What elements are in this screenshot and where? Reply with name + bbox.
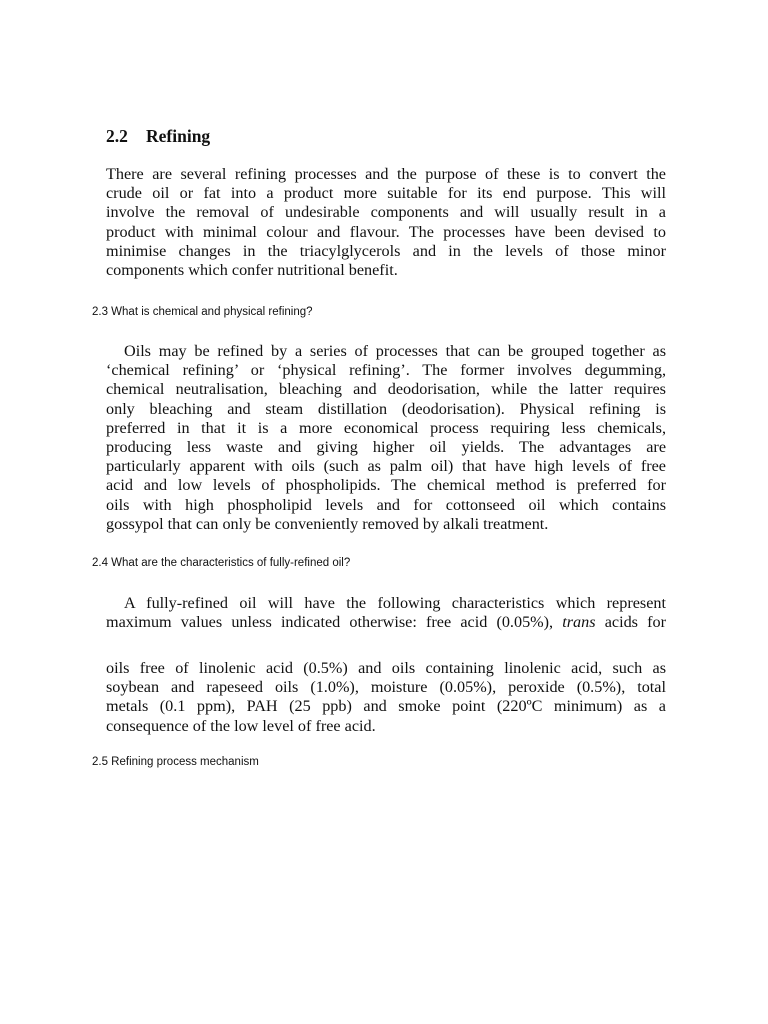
text-line: metals (0.1 ppm), PAH (25 ppb) and smoke point (220ºC minimum) as a [106, 697, 666, 716]
text-line: ‘chemical refining’ or ‘physical refining’. The former involves degumming, [106, 361, 666, 380]
text-line: oils with high phospholipid levels and for cottonseed oil which contains [106, 495, 666, 514]
text-line: crude oil or fat into a product more suitable for its end purpose. This will [106, 184, 666, 203]
text-line: Oils may be refined by a series of processes that can be grouped together as [124, 342, 666, 360]
section-number: 2.2 [106, 126, 128, 146]
paragraph-chemical-physical [106, 342, 666, 534]
text-fragment: maximum values unless indicated otherwise: free acid (0.05%), [106, 613, 563, 632]
text-line: acid and low levels of phospholipids. The chemical method is preferred for [106, 476, 666, 495]
text-line: gossypol that can only be conveniently removed by alkali treatment. [106, 514, 549, 533]
section-title: Refining [146, 126, 211, 146]
text-line: involve the removal of undesirable components and will usually result in a [106, 203, 666, 222]
text-line: chemical neutralisation, bleaching and deodorisation, while the latter requires [106, 380, 666, 399]
text-line: minimise changes in the triacylglycerols and in the levels of those minor [106, 241, 666, 260]
text-line: product with minimal colour and flavour. The processes have been devised to [106, 222, 666, 241]
paragraph-fully-refined-a [106, 594, 666, 632]
text-line: only bleaching and steam distillation (deodorisation). Physical refining is [106, 399, 666, 418]
text-line: There are several refining processes and the purpose of these is to convert the [106, 165, 666, 183]
text-fragment: acids for [595, 613, 666, 632]
text-line: particularly apparent with oils (such as palm oil) that have high levels of free [106, 457, 666, 476]
heading-2-4: 2.4 What are the characteristics of fully-refined oil? [92, 557, 351, 569]
paragraph-refining [106, 165, 666, 280]
text-line: A fully-refined oil will have the following characteristics which represent [124, 594, 666, 612]
text-line [106, 613, 666, 632]
text-line: components which confer nutritional benefit. [106, 260, 398, 279]
heading-2-5: 2.5 Refining process mechanism [92, 756, 259, 768]
text-line: producing less waste and giving higher oil yields. The advantages are [106, 437, 666, 456]
text-line: consequence of the low level of free acid. [106, 716, 376, 735]
heading-2-3: 2.3 What is chemical and physical refining? [92, 306, 313, 318]
italic-term: trans [562, 613, 596, 632]
paragraph-fully-refined-b [106, 659, 666, 736]
text-line: preferred in that it is a more economical process requiring less chemicals, [106, 418, 666, 437]
text-line: oils free of linolenic acid (0.5%) and oils containing linolenic acid, such as [106, 659, 666, 677]
section-heading-2-2 [106, 126, 210, 147]
text-line: soybean and rapeseed oils (1.0%), moisture (0.05%), peroxide (0.5%), total [106, 678, 666, 697]
